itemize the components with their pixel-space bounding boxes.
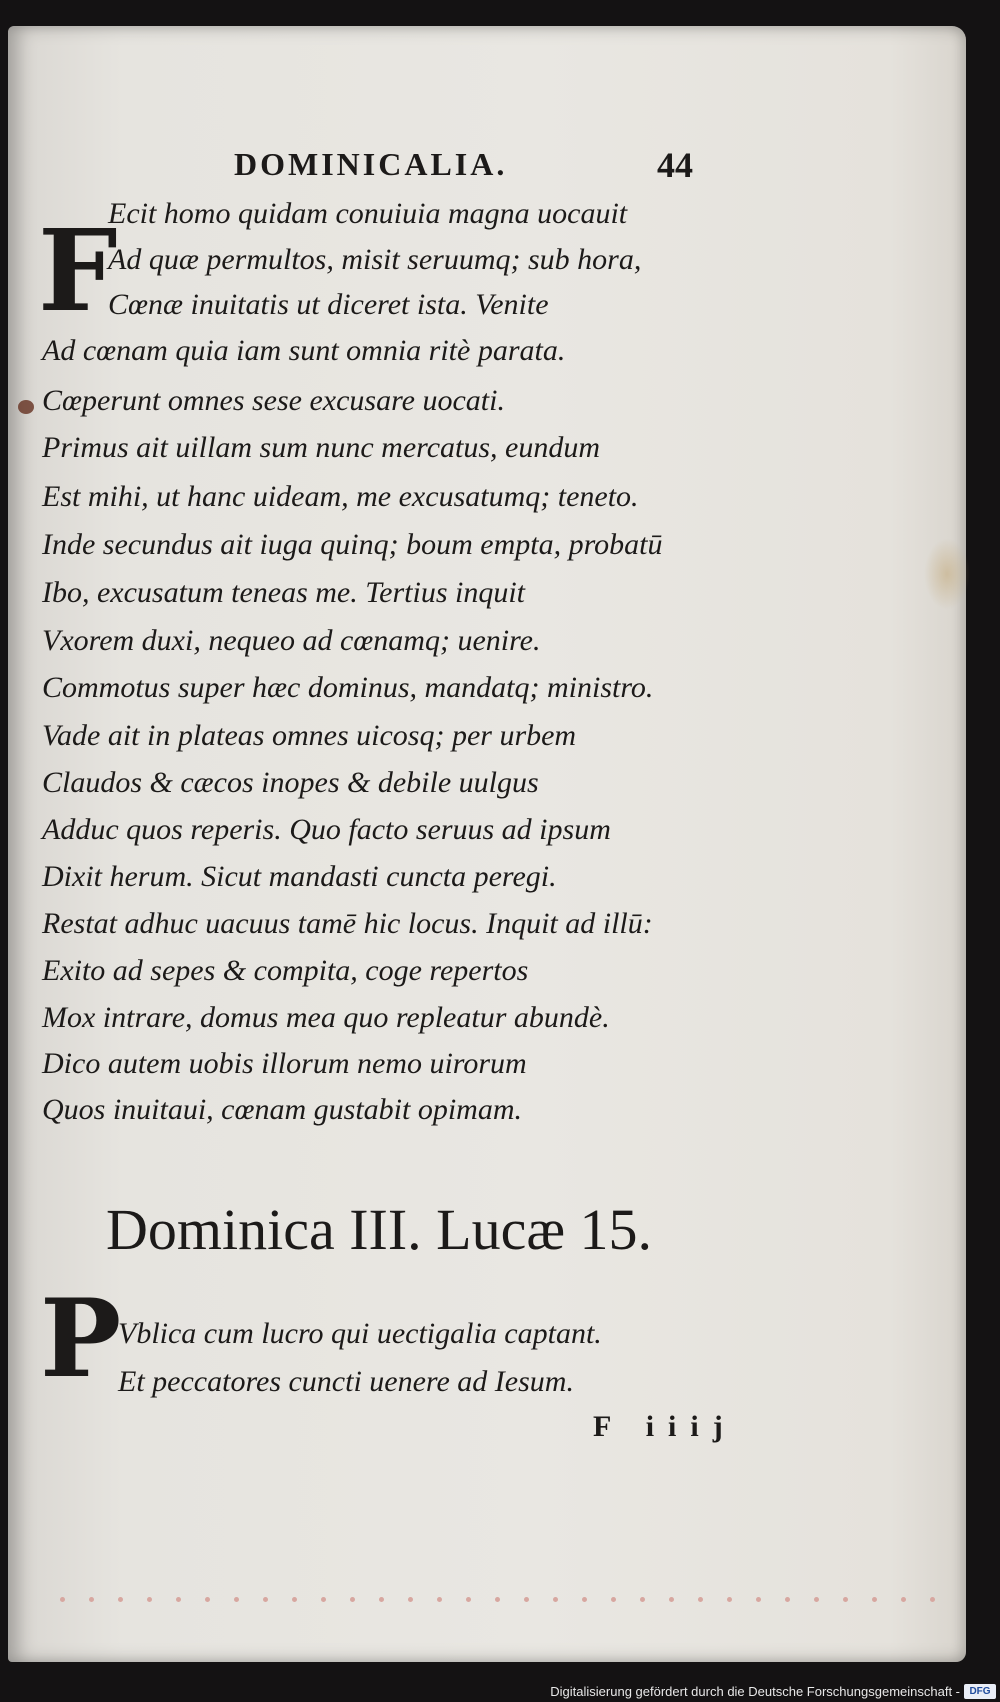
- verse-line: Ecit homo quidam conuiuia magna uocauit: [108, 197, 628, 230]
- ruler-dot: [292, 1597, 297, 1602]
- verse-line: Cœnæ inuitatis ut diceret ista. Venite: [108, 288, 549, 321]
- verse-line: Primus ait uillam sum nunc mercatus, eundum: [42, 431, 601, 464]
- funding-credit: Digitalisierung gefördert durch die Deutsche Forschungsgemeinschaft -: [550, 1684, 960, 1699]
- ruler-dot: [60, 1597, 65, 1602]
- verse-line: Dixit herum. Sicut mandasti cuncta peregi.: [42, 860, 557, 893]
- ruler-dot: [930, 1597, 935, 1602]
- drop-capital: F: [38, 206, 118, 337]
- ink-blot: [18, 400, 34, 414]
- verse-line: Vxorem duxi, nequeo ad cœnamq; uenire.: [42, 624, 541, 657]
- verse-line: Est mihi, ut hanc uideam, me excusatumq; teneto.: [42, 480, 639, 513]
- ruler-dots: [0, 1597, 1000, 1617]
- ruler-dot: [727, 1597, 732, 1602]
- ruler-dot: [466, 1597, 471, 1602]
- ruler-dot: [582, 1597, 587, 1602]
- verse-line: Vade ait in plateas omnes uicosq; per urbem: [42, 719, 577, 752]
- ruler-dot: [553, 1597, 558, 1602]
- verse-line: Mox intrare, domus mea quo repleatur abundè.: [42, 1001, 610, 1034]
- running-title: DOMINICALIA.: [234, 146, 508, 182]
- ruler-dot: [205, 1597, 210, 1602]
- ruler-dot: [611, 1597, 616, 1602]
- ruler-dot: [263, 1597, 268, 1602]
- verse-line: Exito ad sepes & compita, coge repertos: [42, 954, 529, 987]
- page-number: 44: [657, 145, 693, 185]
- ruler-dot: [756, 1597, 761, 1602]
- ruler-dot: [785, 1597, 790, 1602]
- ruler-dot: [379, 1597, 384, 1602]
- ruler-dot: [901, 1597, 906, 1602]
- drop-capital: P: [40, 1276, 122, 1402]
- verse-line: Et peccatores cuncti uenere ad Iesum.: [118, 1365, 574, 1398]
- page-header: [0, 146, 1000, 190]
- verse-line: Ibo, excusatum teneas me. Tertius inquit: [42, 576, 526, 609]
- footer-bar: [0, 1682, 1000, 1702]
- verse-line: Claudos & cæcos inopes & debile uulgus: [42, 766, 539, 799]
- verse-line: Inde secundus ait iuga quinq; boum empta, probatū: [42, 528, 663, 561]
- ruler-dot: [176, 1597, 181, 1602]
- verse-line: Commotus super hæc dominus, mandatq; ministro.: [42, 671, 654, 704]
- ruler-dot: [640, 1597, 645, 1602]
- ruler-dot: [147, 1597, 152, 1602]
- ruler-dot: [89, 1597, 94, 1602]
- verse-line: Cœperunt omnes sese excusare uocati.: [42, 384, 505, 417]
- section-heading: Dominica III. Lucæ 15.: [106, 1197, 653, 1262]
- ruler-dot: [698, 1597, 703, 1602]
- ruler-dot: [321, 1597, 326, 1602]
- ruler-dot: [524, 1597, 529, 1602]
- ruler-dot: [872, 1597, 877, 1602]
- verse-line: Vblica cum lucro qui uectigalia captant.: [118, 1317, 602, 1350]
- ruler-dot: [408, 1597, 413, 1602]
- ruler-dot: [437, 1597, 442, 1602]
- verse-line: Ad quæ permultos, misit seruumq; sub hora,: [108, 243, 642, 276]
- dfg-logo: DFG: [964, 1684, 996, 1699]
- ruler-dot: [843, 1597, 848, 1602]
- verse-line: Dico autem uobis illorum nemo uirorum: [42, 1047, 527, 1080]
- ruler-dot: [495, 1597, 500, 1602]
- paper-stain: [924, 538, 970, 610]
- printer-signature: F iiij: [593, 1410, 737, 1443]
- ruler-dot: [234, 1597, 239, 1602]
- verse-line: Restat adhuc uacuus tamē hic locus. Inquit ad illū:: [42, 907, 653, 940]
- ruler-dot: [669, 1597, 674, 1602]
- ruler-dot: [814, 1597, 819, 1602]
- verse-line: Adduc quos reperis. Quo facto seruus ad ipsum: [42, 813, 611, 846]
- ruler-dot: [118, 1597, 123, 1602]
- ruler-dot: [350, 1597, 355, 1602]
- verse-line: Ad cœnam quia iam sunt omnia ritè parata.: [42, 334, 566, 367]
- verse-line: Quos inuitaui, cœnam gustabit opimam.: [42, 1093, 523, 1126]
